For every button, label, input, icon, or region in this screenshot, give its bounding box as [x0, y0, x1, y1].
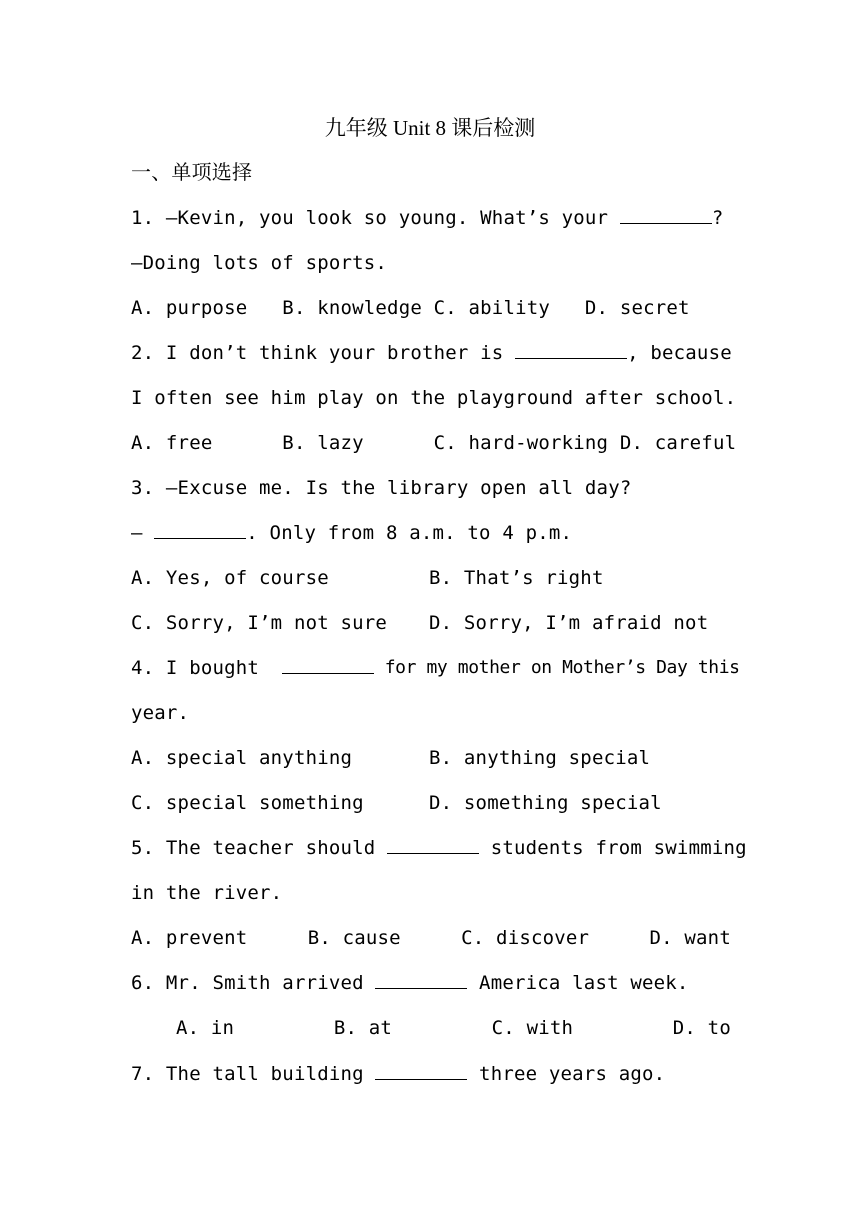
question-2-options: A. free B. lazy C. hard-working D. careful [131, 432, 737, 454]
question-text: 4. I bought [131, 657, 283, 679]
page-title: 九年级 Unit 8 课后检测 [324, 116, 536, 140]
option-c: C. with [491, 1017, 574, 1039]
question-text: . Only from 8 a.m. to 4 p.m. [246, 522, 573, 544]
answer-blank [375, 970, 467, 989]
question-text: 6. Mr. Smith arrived [131, 972, 376, 994]
question-5-options [131, 923, 731, 953]
answer-blank [620, 205, 712, 224]
answer-blank [515, 340, 627, 359]
answer-blank [375, 1061, 467, 1080]
answer-blank [282, 655, 374, 674]
question-5 [131, 833, 747, 863]
option-a: A. prevent [131, 927, 248, 949]
question-1 [131, 203, 731, 233]
question-4-options-row-2 [131, 788, 731, 818]
question-2-line-2: I often see him play on the playground after school. [131, 387, 737, 409]
question-text: 5. The teacher should [131, 837, 388, 859]
option-b: B. cause [307, 927, 401, 949]
option-b: B. That’s right [429, 567, 604, 589]
question-7 [131, 1059, 731, 1089]
option-d: D. to [672, 1017, 731, 1039]
option-c: C. discover [461, 927, 590, 949]
question-text: 2. I don’t think your brother is [131, 342, 516, 364]
option-a: A. in [176, 1017, 235, 1039]
option-b: B. anything special [429, 747, 651, 769]
option-c: C. special something [131, 792, 364, 814]
question-text: three years ago. [467, 1063, 666, 1085]
question-3-options-row-1 [131, 563, 731, 593]
option-a: A. special anything [131, 747, 353, 769]
question-text: 1. —Kevin, you look so young. What’s your [131, 207, 620, 229]
answer-blank [387, 835, 479, 854]
question-2 [131, 338, 731, 368]
question-6-options [176, 1013, 731, 1043]
question-text: , because [627, 342, 732, 364]
option-d: D. something special [429, 792, 662, 814]
question-text: 7. The tall building [131, 1063, 376, 1085]
option-d: D. want [649, 927, 731, 949]
question-1-options: A. purpose B. knowledge C. ability D. secret [131, 297, 690, 319]
question-3-options-row-2 [131, 608, 731, 638]
question-5-line-2: in the river. [131, 882, 283, 904]
question-text: America last week. [467, 972, 689, 994]
section-heading: 一、单项选择 [131, 160, 253, 184]
question-4 [131, 653, 740, 683]
answer-blank [154, 520, 246, 539]
question-text: students from swimming [479, 837, 747, 859]
question-text: — [131, 522, 155, 544]
question-3: 3. —Excuse me. Is the library open all day? [131, 477, 632, 499]
question-text: for my mother on Mother’s Day this [374, 657, 740, 678]
option-a: A. Yes, of course [131, 567, 329, 589]
option-d: D. Sorry, I’m afraid not [429, 612, 709, 634]
question-4-line-2: year. [131, 702, 190, 724]
question-1-line-2: —Doing lots of sports. [131, 252, 388, 274]
question-text: ? [711, 207, 724, 229]
question-6 [131, 968, 731, 998]
question-4-options-row-1 [131, 743, 731, 773]
option-b: B. at [333, 1017, 393, 1039]
option-c: C. Sorry, I’m not sure [131, 612, 388, 634]
question-3-line-2 [131, 518, 731, 548]
